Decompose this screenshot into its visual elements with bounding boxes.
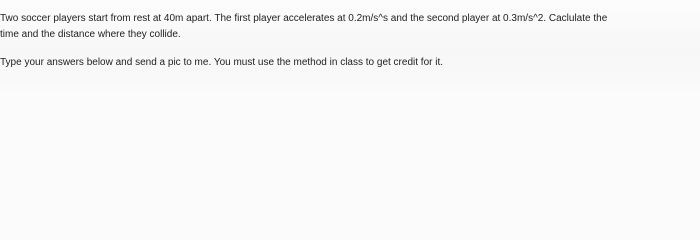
question-text-line-1: Two soccer players start from rest at 40m apart. The first player accelerates at 0.2m/s^s and the second player at 0.3m/s^2. Caclulate the [0, 13, 608, 24]
instructions-text: Type your answers below and send a pic to me. You must use the method in class to get credit for it. [0, 57, 444, 68]
question-page [0, 0, 700, 91]
question-text-line-2: time and the distance where they collide. [0, 29, 181, 40]
